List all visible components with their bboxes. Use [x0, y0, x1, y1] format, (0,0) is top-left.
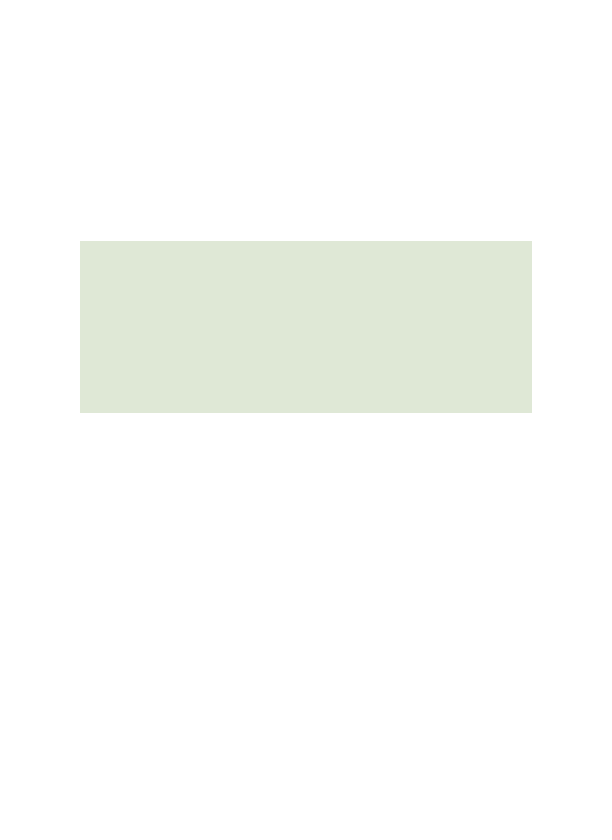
nci-diagram	[80, 241, 532, 413]
nci-figure	[80, 241, 532, 413]
